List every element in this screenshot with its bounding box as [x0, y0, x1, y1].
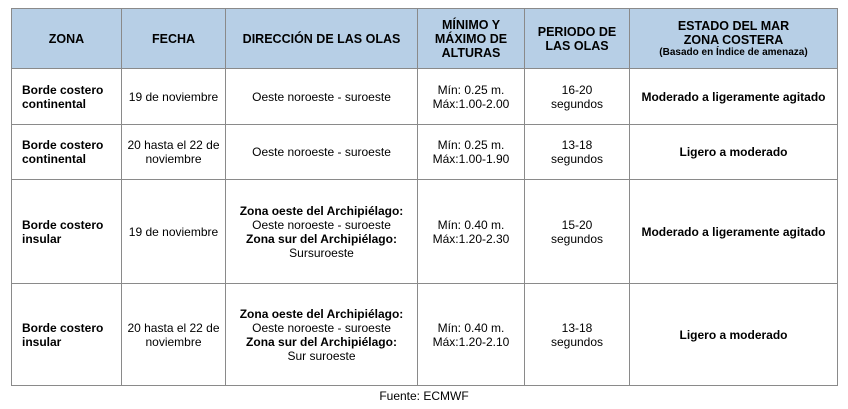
header-estado-note: (Basado en Índice de amenaza): [659, 46, 808, 58]
alturas-line: Mín: 0.25 m.: [437, 82, 505, 97]
cell-periodo: [525, 69, 630, 125]
zona-line: Borde costero: [22, 138, 104, 152]
periodo-line: 13-18: [561, 320, 593, 335]
cell-zona: [12, 284, 122, 386]
cell-periodo: [525, 284, 630, 386]
cell-zona: [12, 69, 122, 125]
cell-alturas: [418, 180, 525, 284]
header-estado-line: ZONA COSTERA: [683, 32, 784, 47]
cell-fecha: [122, 180, 226, 284]
cell-periodo: [525, 125, 630, 180]
direccion-line: Sursuroeste: [289, 245, 354, 260]
cell-fecha: [122, 125, 226, 180]
header-estado: [630, 9, 838, 69]
alturas-line: Mín: 0.40 m.: [437, 217, 505, 232]
alturas-line: Máx:1.20-2.30: [432, 231, 510, 246]
cell-alturas: [418, 125, 525, 180]
fecha-line: noviembre: [145, 152, 202, 166]
header-alturas-line: MÁXIMO DE: [434, 31, 508, 46]
zona-line: insular: [22, 231, 62, 246]
cell-fecha: [122, 69, 226, 125]
cell-direccion: [226, 69, 418, 125]
table-row: [12, 180, 838, 284]
header-direccion: DIRECCIÓN DE LAS OLAS: [226, 9, 418, 69]
header-estado-line: ESTADO DEL MAR: [677, 18, 790, 33]
header-periodo-line: LAS OLAS: [545, 38, 609, 53]
periodo-line: segundos: [550, 96, 604, 111]
cell-zona: [12, 180, 122, 284]
direccion-zone-heading: Zona oeste del Archipiélago:: [239, 203, 404, 218]
cell-estado: Ligero a moderado: [630, 125, 838, 180]
zona-line: continental: [22, 152, 87, 166]
direccion-zone-heading: Zona oeste del Archipiélago:: [239, 306, 404, 321]
fecha-line: 19 de noviembre: [128, 224, 219, 239]
direccion-line: Oeste noroeste - suroeste: [252, 320, 391, 335]
alturas-line: Mín: 0.25 m.: [437, 138, 505, 152]
direccion-line: Oeste noroeste - suroeste: [252, 89, 391, 104]
header-row: [12, 9, 838, 69]
periodo-line: 15-20: [561, 217, 593, 232]
zona-line: continental: [22, 96, 87, 111]
direccion-line: Sur suroeste: [287, 348, 356, 363]
header-alturas: [418, 9, 525, 69]
periodo-line: segundos: [550, 231, 604, 246]
header-fecha: FECHA: [122, 9, 226, 69]
periodo-line: 16-20: [561, 82, 593, 97]
cell-alturas: [418, 284, 525, 386]
alturas-line: Máx:1.00-2.00: [432, 96, 510, 111]
table-row: [12, 284, 838, 386]
alturas-line: Mín: 0.40 m.: [437, 320, 505, 335]
fecha-line: 20 hasta el 22 de: [127, 138, 220, 152]
cell-fecha: [122, 284, 226, 386]
fecha-line: noviembre: [145, 334, 202, 349]
header-alturas-line: ALTURAS: [441, 45, 501, 60]
fecha-line: 20 hasta el 22 de: [127, 320, 220, 335]
periodo-line: 13-18: [561, 138, 593, 152]
table-row: [12, 125, 838, 180]
zona-line: Borde costero: [22, 82, 104, 97]
periodo-line: segundos: [550, 152, 604, 166]
wave-forecast-table: [11, 8, 838, 386]
source-caption: Fuente: ECMWF: [379, 389, 469, 403]
cell-estado: Moderado a ligeramente agitado: [630, 180, 838, 284]
periodo-line: segundos: [550, 334, 604, 349]
cell-direccion: [226, 284, 418, 386]
cell-zona: [12, 125, 122, 180]
alturas-line: Máx:1.20-2.10: [432, 334, 510, 349]
fecha-line: 19 de noviembre: [128, 89, 219, 104]
cell-direccion: [226, 125, 418, 180]
direccion-zone-heading: Zona sur del Archipiélago:: [246, 334, 397, 349]
header-periodo: [525, 9, 630, 69]
table-row: [12, 69, 838, 125]
direccion-line: Oeste noroeste - suroeste: [252, 217, 391, 232]
direccion-line: Oeste noroeste - suroeste: [252, 145, 391, 159]
header-periodo-line: PERIODO DE: [537, 24, 617, 39]
cell-periodo: [525, 180, 630, 284]
cell-estado: Ligero a moderado: [630, 284, 838, 386]
header-alturas-line: MÍNIMO Y: [441, 17, 501, 32]
cell-alturas: [418, 69, 525, 125]
alturas-line: Máx:1.00-1.90: [432, 152, 510, 166]
zona-line: Borde costero: [22, 217, 104, 232]
direccion-zone-heading: Zona sur del Archipiélago:: [246, 231, 397, 246]
header-zona: ZONA: [12, 9, 122, 69]
zona-line: insular: [22, 334, 62, 349]
cell-direccion: [226, 180, 418, 284]
zona-line: Borde costero: [22, 320, 104, 335]
cell-estado: Moderado a ligeramente agitado: [630, 69, 838, 125]
